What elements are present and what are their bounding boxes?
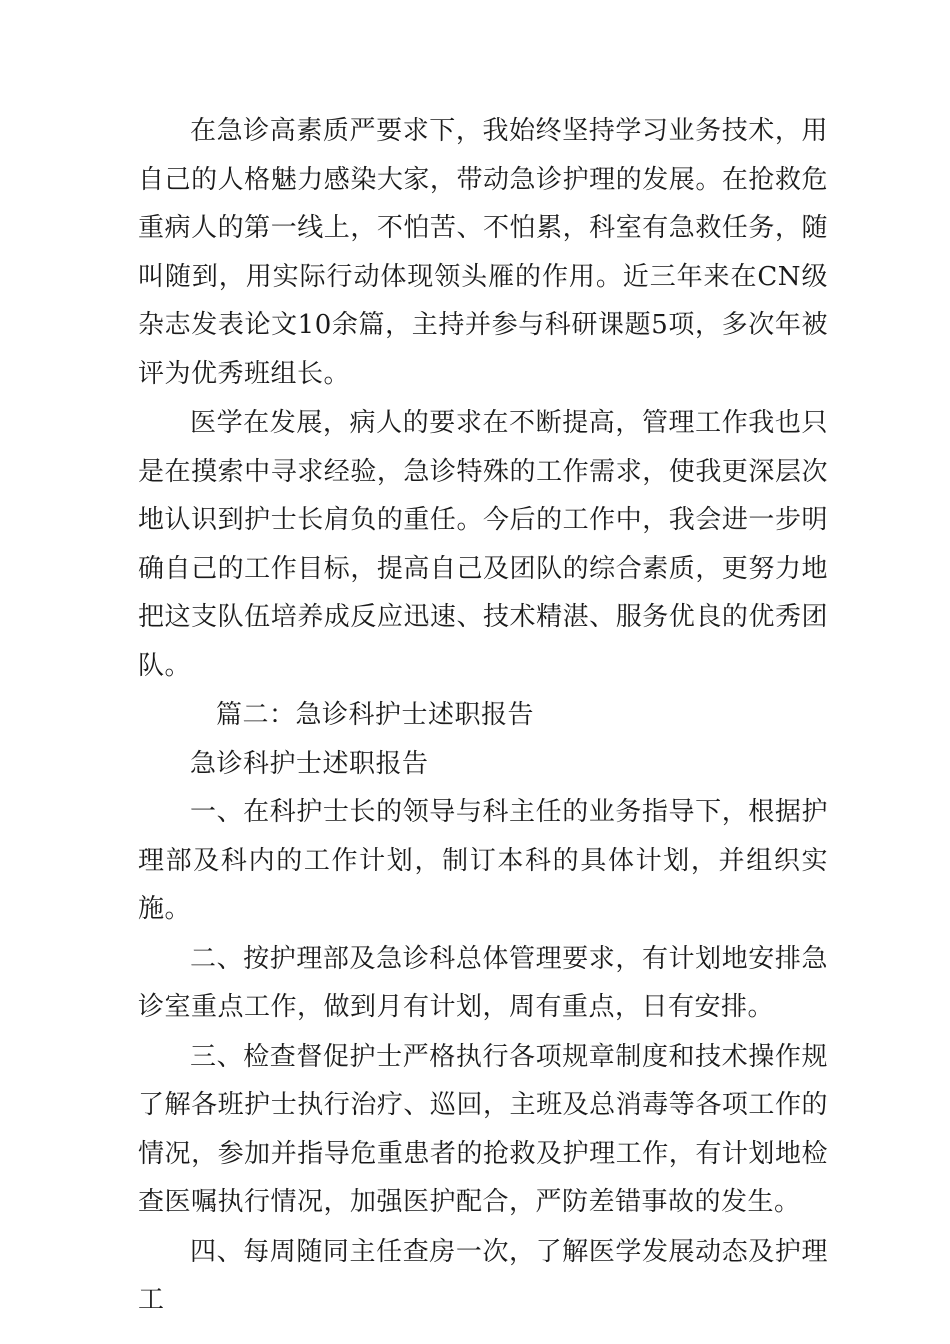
- paragraph-item-3: 三、检查督促护士严格执行各项规章制度和技术操作规了解各班护士执行治疗、巡回，主班及总消毒等各项工作的情况，参加并指导危重患者的抢救及护理工作，有计划地检查医嘱执行情况，加强医护配合，严防差错事故的发生。: [138, 1041, 828, 1217]
- paragraph-future-goals: 医学在发展，病人的要求在不断提高，管理工作我也只是在摸索中寻求经验，急诊特殊的工作需求，使我更深层次地认识到护士长肩负的重任。今后的工作中，我会进一步明确自己的工作目标，提高自己及团队的综合素质，更努力地把这支队伍培养成反应迅速、技术精湛、服务优良的优秀团队。: [138, 408, 828, 681]
- document-title: 急诊科护士述职报告: [190, 748, 429, 779]
- paragraph-item-1: 一、在科护士长的领导与科主任的业务指导下，根据护理部及科内的工作计划，制订本科的具体计划，并组织实施。: [138, 797, 828, 924]
- paragraph-item-2: 二、按护理部及急诊科总体管理要求，有计划地安排急诊室重点工作，做到月有计划，周有重点，日有安排。: [138, 943, 828, 1022]
- paragraph-leadership: 在急诊高素质严要求下，我始终坚持学习业务技术，用自己的人格魅力感染大家，带动急诊护理的发展。在抢救危重病人的第一线上，不怕苦、不怕累，科室有急救任务，随叫随到，用实际行动体现领头雁的作用。近三年来在CN级杂志发表论文10余篇，主持并参与科研课题5项，多次年被评为优秀班组长。: [138, 116, 828, 389]
- paragraph-item-4: 四、每周随同主任查房一次，了解医学发展动态及护理工: [138, 1236, 828, 1315]
- document-page: [138, 107, 828, 1326]
- chapter-heading: 篇二：急诊科护士述职报告: [216, 700, 535, 730]
